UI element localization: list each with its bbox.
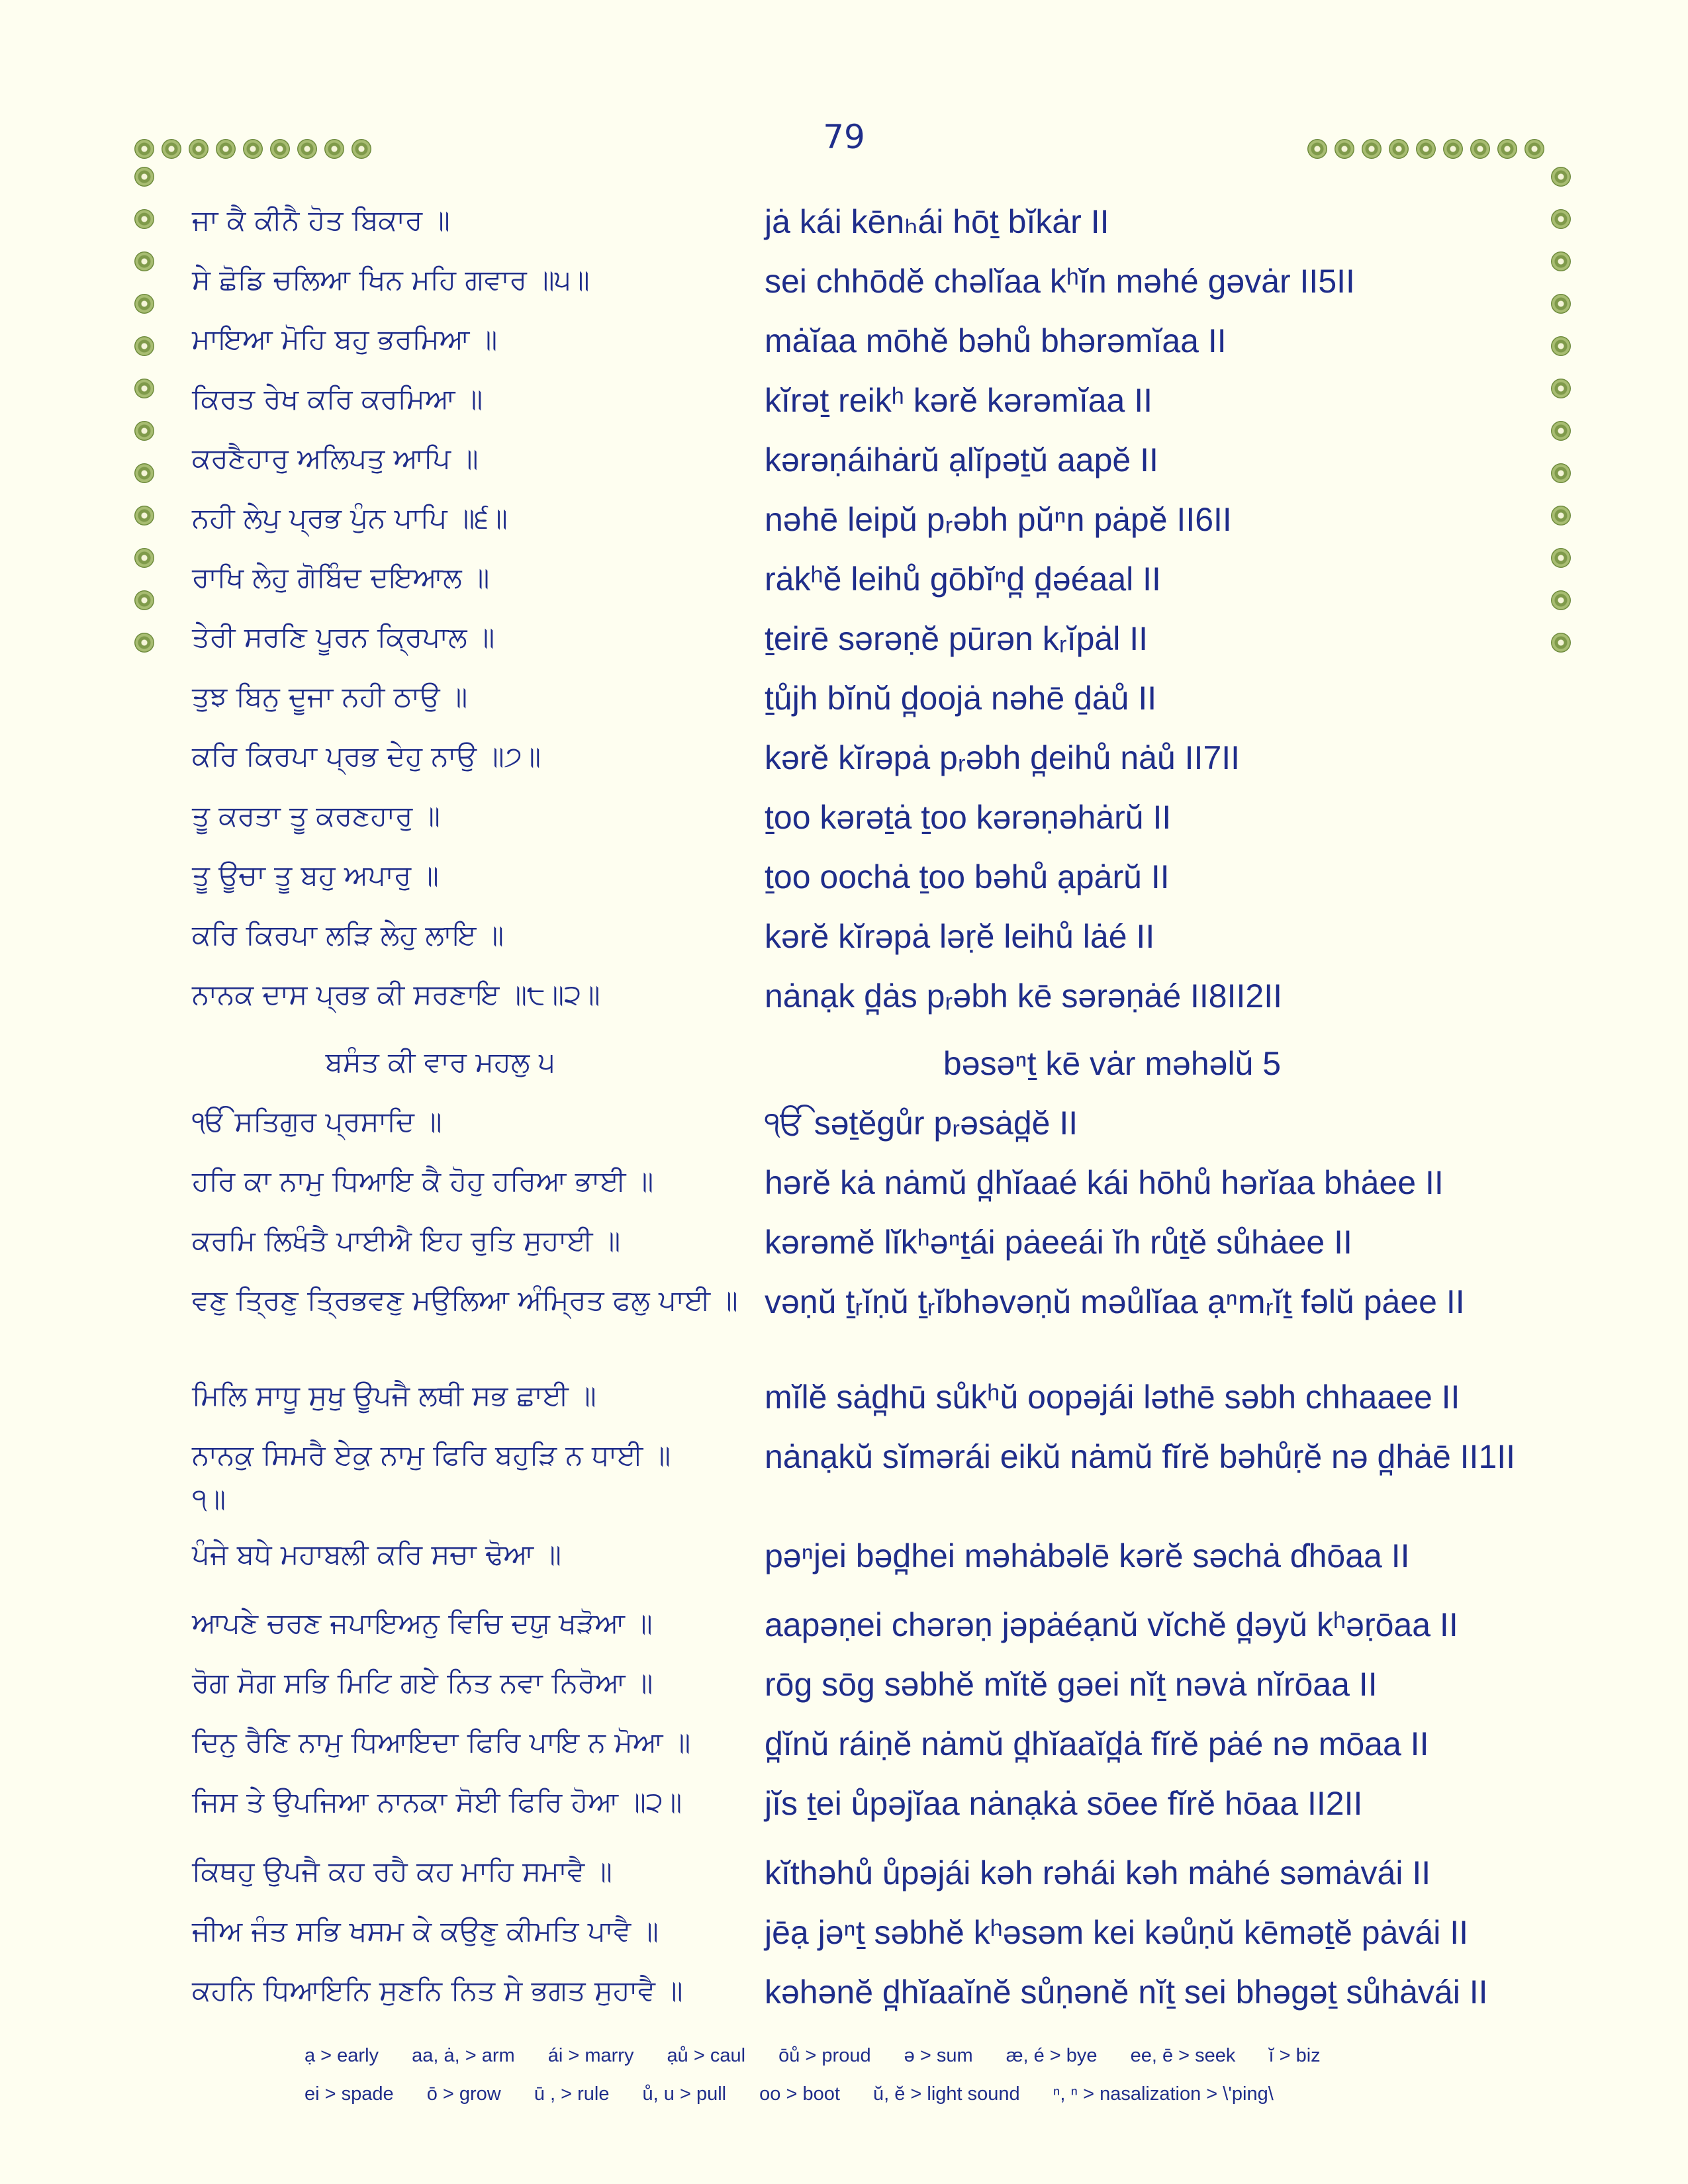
transliteration-line: nȧnạkŭ sĭmərái eikŭ nȧmŭ fĭrĕ bəhůṛĕ nə d̪hȧē II1II (765, 1438, 1516, 1475)
verse-row (0, 615, 1688, 662)
transliteration-line: d̪ĭnŭ ráiṇĕ nȧmŭ d̪hĭaaĭd̪ȧ fĭrĕ pȧé nə mōaa II (765, 1725, 1429, 1762)
transliteration-line: rȧkʰĕ leihů gōbĭⁿd̪ d̪əéaal II (765, 561, 1161, 598)
verse-row (0, 1602, 1688, 1648)
transliteration-line: kərĕ kĭrəpȧ pᵣəbh d̪eihů nȧů II7II (765, 739, 1241, 776)
verse-row (0, 1533, 1688, 1579)
transliteration-line: ṯůjh bĭnŭ d̪oojȧ nəhē ḏȧů II (765, 680, 1157, 717)
legend-item: ạ > early (305, 2045, 379, 2066)
verse-row (0, 1160, 1688, 1206)
transliteration-line: kərəmĕ lĭkʰəⁿṯái pȧeeái ĭh růṯĕ sůhȧee II (765, 1224, 1352, 1261)
pronunciation-legend-row-2 (305, 2083, 1301, 2105)
verse-row (0, 735, 1688, 781)
gurmukhi-line: ਸੇ ਛੋਡਿ ਚਲਿਆ ਖਿਨ ਮਹਿ ਗਵਾਰ ॥੫॥ (192, 263, 590, 296)
gurmukhi-line: ਆਪਣੇ ਚਰਣ ਜਪਾਇਅਨੁ ਵਿਚਿ ਦਯੁ ਖੜੋਆ ॥ (192, 1607, 653, 1639)
legend-item: aa, ȧ, > arm (412, 2045, 515, 2066)
verse-row (0, 556, 1688, 602)
verse-row (0, 913, 1688, 960)
verse-row (0, 675, 1688, 721)
flower-border-top-left (134, 139, 371, 159)
verse-row (0, 1909, 1688, 1956)
legend-item: ee, ē > seek (1130, 2045, 1236, 2066)
legend-item: ōů > proud (778, 2045, 871, 2066)
legend-item: ə > sum (904, 2045, 973, 2066)
transliteration-line: mĭlĕ sȧd̪hū sůkʰŭ oopəjái ləthē səbh chhaaee II (765, 1379, 1460, 1416)
gurmukhi-line: ਜਿਸ ਤੇ ਉਪਜਿਆ ਨਾਨਕਾ ਸੋਈ ਫਿਰਿ ਹੋਆ ॥੨॥ (192, 1786, 682, 1818)
verse-row (0, 1850, 1688, 1896)
section-heading (0, 1040, 1688, 1087)
legend-item: ei > spade (305, 2083, 394, 2105)
gurmukhi-line: ਮਾਇਆ ਮੋਹਿ ਬਹੁ ਭਰਮਿਆ ॥ (192, 323, 498, 355)
page-number: 79 (823, 118, 865, 156)
gurmukhi-line: ਰੋਗ ਸੋਗ ਸਭਿ ਮਿਟਿ ਗਏ ਨਿਤ ਨਵਾ ਨਿਰੋਆ ॥ (192, 1666, 653, 1699)
gurmukhi-line: ਪੰਜੇ ਬਧੇ ਮਹਾਬਲੀ ਕਰਿ ਸਚਾ ਢੋਆ ॥ (192, 1538, 561, 1570)
gurmukhi-line: ਕਿਰਤ ਰੇਖ ਕਰਿ ਕਰਮਿਆ ॥ (192, 383, 483, 415)
transliteration-line: kərĕ kĭrəpȧ ləṛĕ leihů lȧé II (765, 918, 1155, 955)
transliteration-line: kəhənĕ d̪hĭaaĭnĕ sůṇənĕ nĭṯ sei bhəgəṯ sůhȧvái II (765, 1974, 1488, 2011)
verse-row (0, 1780, 1688, 1827)
verse-row (0, 1969, 1688, 2015)
legend-item: oo > boot (759, 2083, 840, 2105)
flower-border-top-right (1307, 139, 1544, 159)
gurmukhi-line: ਤੂ ਊਚਾ ਤੂ ਬਹੁ ਅਪਾਰੁ ॥ (192, 859, 439, 891)
verse-row (0, 199, 1688, 245)
legend-item: ái > marry (547, 2045, 634, 2066)
transliteration-line: aapəṇei chərəṇ jəpȧéạnŭ vĭchĕ d̪əyŭ kʰəṛōaa II (765, 1606, 1458, 1643)
gurmukhi-line: ਨਹੀ ਲੇਪੁ ਪ੍ਰਭ ਪੁੰਨ ਪਾਪਿ ॥੬॥ (192, 502, 508, 534)
gurmukhi-line: ਜਾ ਕੈ ਕੀਨੈ ਹੋਤ ਬਿਕਾਰ ॥ (192, 204, 450, 236)
verse-row (0, 1374, 1688, 1420)
heading-gurmukhi: ਬਸੰਤ ਕੀ ਵਾਰ ਮਹਲੁ ੫ (325, 1046, 555, 1078)
transliteration-line: pəⁿjei bəd̪hei məhȧbəlē kərĕ səchȧ ɗhōaa II (765, 1537, 1410, 1574)
transliteration-line: jēạ jəⁿṯ səbhĕ kʰəsəm kei kəůṇŭ kēməṯĕ pȧvái II (765, 1914, 1468, 1951)
gurmukhi-line: ਕਰਮਿ ਲਿਖੰਤੈ ਪਾਈਐ ਇਹ ਰੁਤਿ ਸੁਹਾਈ ॥ (192, 1224, 621, 1257)
transliteration-line: kĭrəṯ reikʰ kərĕ kərəmĭaa II (765, 382, 1153, 419)
verse-row (0, 1721, 1688, 1767)
transliteration-line: mȧĭaa mōhĕ bəhů bhərəmĭaa II (765, 322, 1227, 359)
gurmukhi-line: ਕਿਥਹੁ ਉਪਜੈ ਕਹ ਰਹੈ ਕਹ ਮਾਹਿ ਸਮਾਵੈ ॥ (192, 1855, 612, 1888)
transliteration-line: kĭthəhů ůpəjái kəh rəhái kəh mȧhé səmȧvái II (765, 1854, 1431, 1891)
transliteration-line: ṯeirē sərəṇĕ pūrən kᵣĭpȧl II (765, 620, 1148, 657)
legend-item: ū , > rule (534, 2083, 610, 2105)
gurmukhi-line: ਦਿਨੁ ਰੈਣਿ ਨਾਮੁ ਧਿਆਇਦਾ ਫਿਰਿ ਪਾਇ ਨ ਮੋਆ ॥ (192, 1726, 691, 1758)
gurmukhi-line: ਹਰਿ ਕਾ ਨਾਮੁ ਧਿਆਇ ਕੈ ਹੋਹੁ ਹਰਿਆ ਭਾਈ ॥ (192, 1165, 654, 1197)
gurmukhi-line: ਕਰਿ ਕਿਰਪਾ ਪ੍ਰਭ ਦੇਹੁ ਨਾਉ ॥੭॥ (192, 740, 541, 772)
legend-item: æ, é > bye (1006, 2045, 1098, 2066)
transliteration-line: rōg sōg səbhĕ mĭtĕ gəei nĭṯ nəvȧ nĭrōaa II (765, 1666, 1378, 1703)
legend-item: ⁿ, ⁿ > nasalization > \'ping\ (1053, 2083, 1274, 2105)
gurmukhi-line: ਰਾਖਿ ਲੇਹੁ ਗੋਬਿੰਦ ਦਇਆਲ ॥ (192, 561, 490, 594)
gurmukhi-line: ਕਰਿ ਕਿਰਪਾ ਲੜਿ ਲੇਹੁ ਲਾਇ ॥ (192, 919, 504, 951)
transliteration-line: sei chhōdĕ chəlĭaa kʰĭn məhé gəvȧr II5II (765, 263, 1355, 300)
verse-row (0, 1279, 1688, 1371)
verse-row (0, 496, 1688, 543)
verse-row (0, 318, 1688, 364)
heading-transliteration: bəsəⁿṯ kē vȧr məhəlŭ 5 (943, 1045, 1282, 1082)
gurmukhi-line: ਨਾਨਕ ਦਾਸ ਪ੍ਰਭ ਕੀ ਸਰਣਾਇ ॥੮॥੨॥ (192, 978, 600, 1011)
gurmukhi-line: ਕਰਣੈਹਾਰੁ ਅਲਿਪਤੁ ਆਪਿ ॥ (192, 442, 479, 475)
gurmukhi-line: ਨਾਨਕੁ ਸਿਮਰੈ ਏਕੁ ਨਾਮੁ ਫਿਰਿ ਬਹੁੜਿ ਨ ਧਾਈ ॥੧॥ (192, 1439, 671, 1515)
transliteration-line: kərəṇáihȧrŭ ạlĭpəṯŭ aapĕ II (765, 441, 1158, 478)
transliteration-line: nȧnạk d̪ȧs pᵣəbh kē sərəṇȧé II8II2II (765, 978, 1282, 1015)
verse-row (0, 854, 1688, 900)
legend-item: ĭ > biz (1268, 2045, 1321, 2066)
verse-row (0, 258, 1688, 304)
gurmukhi-line: ਤੂ ਕਰਤਾ ਤੂ ਕਰਣਹਾਰੁ ॥ (192, 799, 440, 832)
verse-row (0, 1219, 1688, 1265)
verse-row (0, 794, 1688, 841)
invocation-gurmukhi: ੴ ਸਤਿਗੁਰ ਪ੍ਰਸਾਦਿ ॥ (192, 1105, 442, 1138)
verse-row (0, 973, 1688, 1019)
transliteration-line: ṯoo kərəṯȧ ṯoo kərəṇəhȧrŭ II (765, 799, 1172, 836)
verse-row (0, 437, 1688, 483)
gurmukhi-line: ਜੀਅ ਜੰਤ ਸਭਿ ਖਸਮ ਕੇ ਕਉਣੁ ਕੀਮਤਿ ਪਾਵੈ ॥ (192, 1915, 659, 1947)
verse-row (0, 377, 1688, 424)
invocation-transliteration: ੴ səṯĕgůr pᵣəsȧd̪ĕ II (765, 1105, 1078, 1142)
transliteration-line: hərĕ kȧ nȧmŭ d̪hĭaaé kái hōhů hərĭaa bhȧee II (765, 1164, 1444, 1201)
legend-item: ů, u > pull (642, 2083, 727, 2105)
gurmukhi-line: ਤੇਰੀ ਸਰਣਿ ਪੂਰਨ ਕ੍ਰਿਪਾਲ ॥ (192, 621, 495, 653)
gurmukhi-line: ਵਣੁ ਤ੍ਰਿਣੁ ਤ੍ਰਿਭਵਣੁ ਮਉਲਿਆ ਅੰਮ੍ਰਿਤ ਫਲੁ ਪਾਈ ॥ (192, 1284, 738, 1316)
transliteration-line: vəṇŭ ṯᵣĭṇŭ ṯᵣĭbhəvəṇŭ məůlĭaa ạⁿmᵣĭṯ fəlŭ pȧee II (765, 1283, 1465, 1320)
legend-item: ŭ, ĕ > light sound (872, 2083, 1020, 2105)
verse-row (0, 1661, 1688, 1707)
gurmukhi-line: ਕਹਨਿ ਧਿਆਇਨਿ ਸੁਣਨਿ ਨਿਤ ਸੇ ਭਗਤ ਸੁਹਾਵੈ ॥ (192, 1974, 683, 2007)
transliteration-line: ṯoo oochȧ ṯoo bəhů ạpȧrŭ II (765, 858, 1170, 895)
gurmukhi-line: ਮਿਲਿ ਸਾਧੂ ਸੁਖੁ ਊਪਜੈ ਲਥੀ ਸਭ ਛਾਈ ॥ (192, 1379, 596, 1412)
legend-item: ō > grow (426, 2083, 501, 2105)
transliteration-line: jĭs ṯei ůpəjĭaa nȧnạkȧ sōee fĭrĕ hōaa II2II (765, 1785, 1363, 1822)
invocation-row (0, 1100, 1688, 1146)
transliteration-line: jȧ kái kēnₕái hōṯ bĭkȧr II (765, 203, 1109, 240)
pronunciation-legend-row-1 (305, 2045, 1348, 2067)
verse-row (0, 1433, 1688, 1526)
legend-item: ạů > caul (667, 2045, 746, 2066)
transliteration-line: nəhē leipŭ pᵣəbh pŭⁿn pȧpĕ II6II (765, 501, 1232, 538)
gurmukhi-line: ਤੁਝ ਬਿਨੁ ਦੂਜਾ ਨਹੀ ਠਾਉ ॥ (192, 680, 468, 713)
